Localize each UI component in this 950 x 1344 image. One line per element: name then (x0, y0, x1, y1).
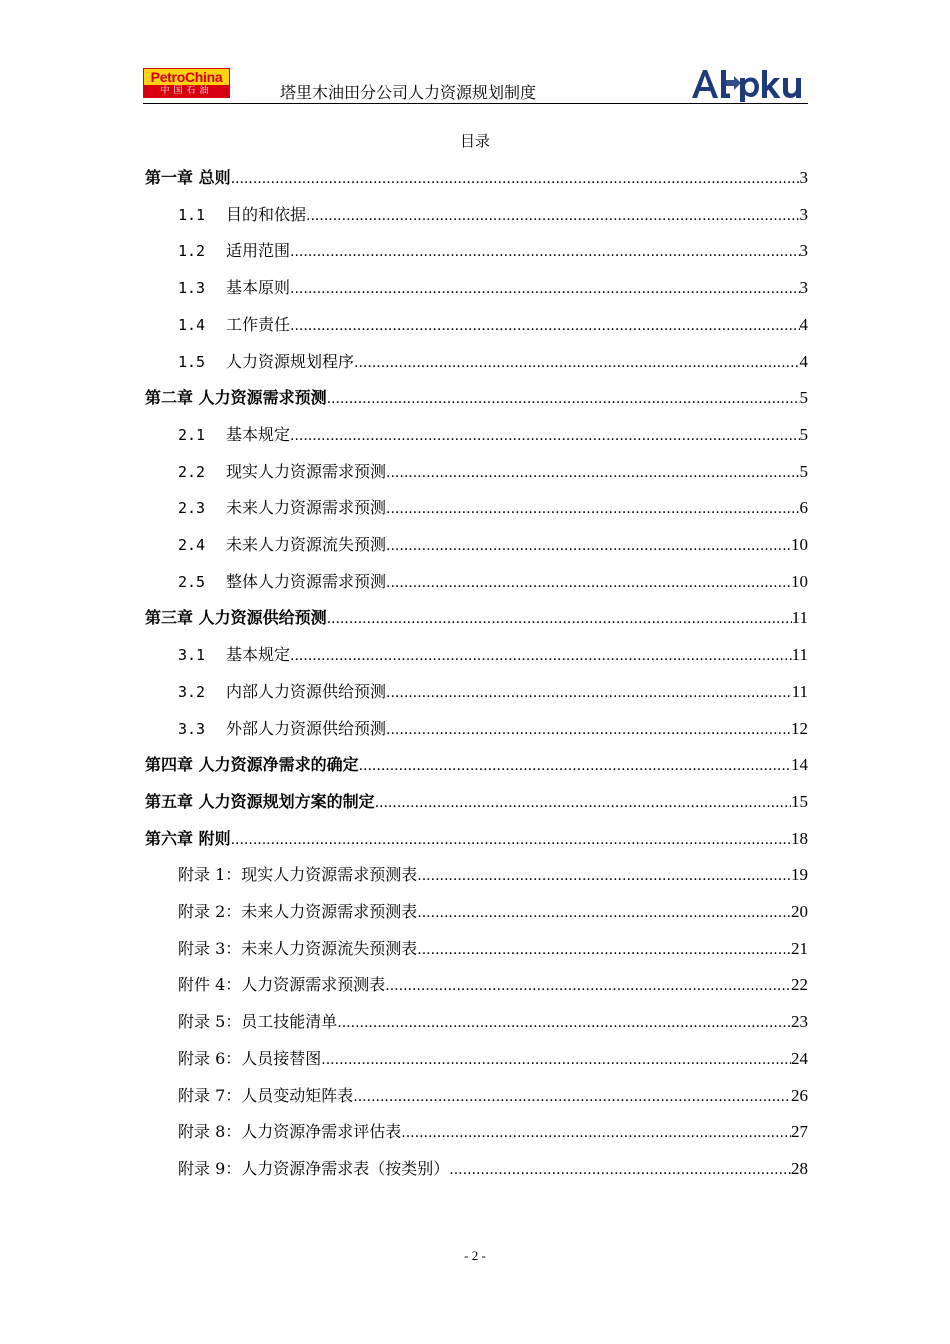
toc-section-entry[interactable] (178, 312, 808, 338)
toc-chapter-entry[interactable] (145, 752, 808, 778)
toc-entry-number: 2.1 (178, 425, 206, 444)
toc-entry-text: 第五章 人力资源规划方案的制定 (145, 791, 375, 811)
toc-entry-text: 附录 8：人力资源净需求评估表 (178, 1122, 402, 1142)
toc-entry-page: 5 (799, 461, 808, 481)
toc-dot-leader (375, 790, 791, 816)
toc-entry-page: 5 (799, 388, 808, 408)
toc-entry-title (145, 385, 327, 411)
toc-entry-page: 26 (791, 1085, 808, 1105)
toc-dot-leader (386, 460, 799, 486)
toc-dot-leader (417, 937, 791, 963)
toc-entry-title (178, 202, 306, 228)
toc-dot-leader (386, 533, 791, 559)
toc-entry-title (178, 862, 417, 888)
toc-entry-number: 2.5 (178, 572, 206, 591)
toc-entry-title (145, 752, 359, 778)
toc-section-entry[interactable] (178, 862, 808, 888)
toc-section-entry[interactable] (178, 1046, 808, 1072)
toc-entry-page: 3 (799, 241, 808, 261)
toc-entry-text: 第二章 人力资源需求预测 (145, 388, 327, 408)
toc-dot-leader (337, 1010, 791, 1036)
toc-entry-page: 21 (791, 938, 808, 958)
toc-entry-page: 24 (791, 1048, 808, 1068)
toc-entry-title (178, 1009, 337, 1035)
toc-entry-text: 第一章 总则 (145, 168, 231, 187)
toc-entry-text: 附录 2：未来人力资源需求预测表 (178, 902, 418, 921)
toc-entry-page: 15 (791, 791, 808, 811)
toc-entry-text: 附件 4：人力资源需求预测表 (178, 975, 386, 995)
toc-section-entry[interactable] (178, 349, 808, 375)
toc-dot-leader (327, 386, 800, 412)
toc-entry-page: 3 (799, 204, 808, 224)
toc-entry-number: 1.2 (178, 242, 206, 261)
toc-entry-text: 第四章 人力资源净需求的确定 (145, 755, 359, 775)
toc-entry-title (178, 716, 386, 742)
toc-entry-text: 附录 6：人员接替图 (178, 1048, 322, 1068)
toc-entry-title (178, 1156, 449, 1182)
toc-entry-page: 18 (791, 828, 808, 848)
toc-dot-leader (417, 900, 791, 926)
toc-section-entry[interactable] (178, 459, 808, 485)
header-divider (143, 103, 808, 104)
toc-entry-text: 附录 7：人员变动矩阵表 (178, 1085, 354, 1105)
toc-dot-leader (401, 1120, 791, 1146)
toc-dot-leader (306, 203, 799, 229)
toc-section-entry[interactable] (178, 972, 808, 998)
toc-entry-number: 3.1 (178, 646, 206, 665)
toc-section-entry[interactable] (178, 899, 808, 925)
toc-entry-number: 3.3 (178, 719, 206, 738)
toc-entry-title (178, 459, 386, 485)
toc-entry-page: 6 (799, 498, 808, 518)
toc-entry-page: 5 (799, 424, 808, 444)
toc-entry-title (178, 972, 385, 998)
toc-chapter-entry[interactable] (145, 605, 808, 631)
toc-dot-leader (359, 753, 791, 779)
toc-entry-text: 现实人力资源需求预测 (226, 461, 387, 481)
toc-section-entry[interactable] (178, 1083, 808, 1109)
toc-entry-text: 附录 3：未来人力资源流失预测表 (178, 938, 418, 958)
toc-heading: 目录 (459, 132, 490, 150)
toc-section-entry[interactable] (178, 1009, 808, 1035)
toc-chapter-entry[interactable] (145, 165, 808, 191)
toc-entry-text: 基本规定 (226, 424, 291, 444)
toc-entry-title (178, 1046, 321, 1072)
toc-section-entry[interactable] (178, 936, 808, 962)
toc-entry-text: 内部人力资源供给预测 (226, 681, 387, 701)
toc-entry-title (178, 1083, 353, 1109)
toc-entry-text: 适用范围 (226, 241, 291, 261)
toc-entry-text: 外部人力资源供给预测 (226, 718, 387, 738)
toc-entry-page: 22 (791, 975, 808, 995)
toc-entry-page: 4 (799, 314, 808, 334)
petrochina-logo (143, 68, 230, 98)
toc-dot-leader (290, 423, 799, 449)
toc-dot-leader (290, 643, 792, 669)
toc-chapter-entry[interactable] (145, 826, 808, 852)
toc-entry-text: 第六章 附则 (145, 828, 231, 848)
toc-entry-text: 整体人力资源需求预测 (226, 571, 387, 591)
toc-entry-text: 附录 5：员工技能清单 (178, 1012, 338, 1032)
toc-entry-title (145, 789, 375, 815)
toc-entry-page: 12 (791, 718, 808, 738)
toc-entry-title (178, 899, 417, 925)
toc-entry-text: 工作责任 (226, 314, 291, 334)
toc-entry-page: 28 (791, 1158, 808, 1178)
toc-entry-title (178, 238, 290, 264)
toc-section-entry[interactable] (178, 679, 808, 705)
toc-section-entry[interactable] (178, 642, 808, 668)
alpku-logo (690, 66, 808, 102)
toc-entry-number: 2.2 (178, 462, 206, 481)
toc-entry-title (178, 679, 386, 705)
toc-dot-leader (385, 973, 791, 999)
toc-entry-title (178, 532, 386, 558)
toc-entry-title (145, 605, 327, 631)
toc-entry-page: 3 (799, 278, 808, 298)
toc-entry-page: 14 (791, 755, 808, 775)
toc-entry-page: 27 (791, 1122, 808, 1142)
toc-section-entry[interactable] (178, 422, 808, 448)
toc-section-entry[interactable] (178, 532, 808, 558)
toc-section-entry[interactable] (178, 275, 808, 301)
petrochina-logo-subtext: 中国石油 (143, 85, 230, 98)
toc-entry-number: 2.3 (178, 499, 206, 518)
toc-entry-number: 2.4 (178, 536, 206, 554)
toc-entry-page: 10 (791, 571, 808, 591)
toc-entry-page: 11 (791, 608, 808, 628)
toc-dot-leader (386, 496, 799, 522)
toc-dot-leader (353, 1084, 791, 1110)
toc-section-entry[interactable] (178, 569, 808, 595)
toc-entry-page: 23 (791, 1012, 808, 1032)
toc-chapter-entry[interactable] (145, 385, 808, 411)
toc-entry-title (178, 495, 386, 521)
toc-entry-title (145, 165, 231, 191)
toc-entry-number: 1.3 (178, 279, 206, 298)
toc-entry-text: 基本原则 (226, 278, 291, 298)
toc-dot-leader (290, 313, 799, 339)
toc-dot-leader (386, 680, 792, 706)
toc-entry-text: 第三章 人力资源供给预测 (145, 608, 327, 628)
toc-entry-page: 3 (799, 168, 808, 187)
toc-entry-text: 目的和依据 (226, 204, 307, 224)
toc-dot-leader (386, 717, 791, 743)
toc-chapter-entry[interactable] (145, 789, 808, 815)
toc-entry-page: 10 (791, 535, 808, 554)
toc-dot-leader (231, 166, 800, 192)
toc-dot-leader (449, 1157, 791, 1183)
toc-dot-leader (231, 827, 791, 853)
toc-entry-text: 附录 1：现实人力资源需求预测表 (178, 865, 418, 885)
toc-entry-number: 1.5 (178, 352, 206, 371)
toc-entry-title (178, 569, 386, 595)
toc-section-entry[interactable] (178, 202, 808, 228)
toc-entry-title (178, 642, 290, 668)
toc-entry-page: 4 (799, 351, 808, 371)
page-number: - 2 - (464, 1248, 486, 1263)
toc-dot-leader (354, 350, 799, 376)
toc-section-entry[interactable] (178, 716, 808, 742)
toc-dot-leader (321, 1047, 791, 1073)
toc-section-entry[interactable] (178, 1119, 808, 1145)
header-title: 塔里木油田分公司人力资源规划制度 (280, 83, 537, 102)
toc-entry-title (178, 349, 354, 375)
toc-dot-leader (290, 239, 799, 265)
toc-entry-number: 3.2 (178, 682, 206, 701)
toc-entry-page: 11 (791, 645, 808, 665)
toc-entry-text: 基本规定 (226, 645, 291, 665)
toc-entry-title (178, 936, 417, 962)
toc-dot-leader (386, 570, 791, 596)
toc-entry-page: 19 (791, 865, 808, 885)
toc-entry-text: 未来人力资源需求预测 (226, 498, 387, 518)
toc-section-entry[interactable] (178, 1156, 808, 1182)
toc-section-entry[interactable] (178, 238, 808, 264)
toc-entry-title (178, 422, 290, 448)
toc-entry-text: 未来人力资源流失预测 (226, 535, 387, 554)
toc-dot-leader (417, 863, 791, 889)
toc-entry-title (145, 826, 231, 852)
toc-dot-leader (290, 276, 799, 302)
toc-entry-title (178, 275, 290, 301)
toc-section-entry[interactable] (178, 495, 808, 521)
toc-entry-number: 1.4 (178, 315, 206, 334)
petrochina-logo-text: PetroChina (143, 68, 230, 85)
toc-entry-text: 附录 9：人力资源净需求表（按类别） (178, 1158, 450, 1178)
toc-entry-title (178, 312, 290, 338)
toc-entry-number: 1.1 (178, 205, 206, 224)
toc-entry-page: 11 (791, 681, 808, 701)
toc-entry-page: 20 (791, 902, 808, 921)
toc-entry-text: 人力资源规划程序 (226, 351, 355, 371)
alpku-logo-graphic (690, 66, 808, 102)
toc-entry-title (178, 1119, 401, 1145)
toc-dot-leader (327, 606, 792, 632)
